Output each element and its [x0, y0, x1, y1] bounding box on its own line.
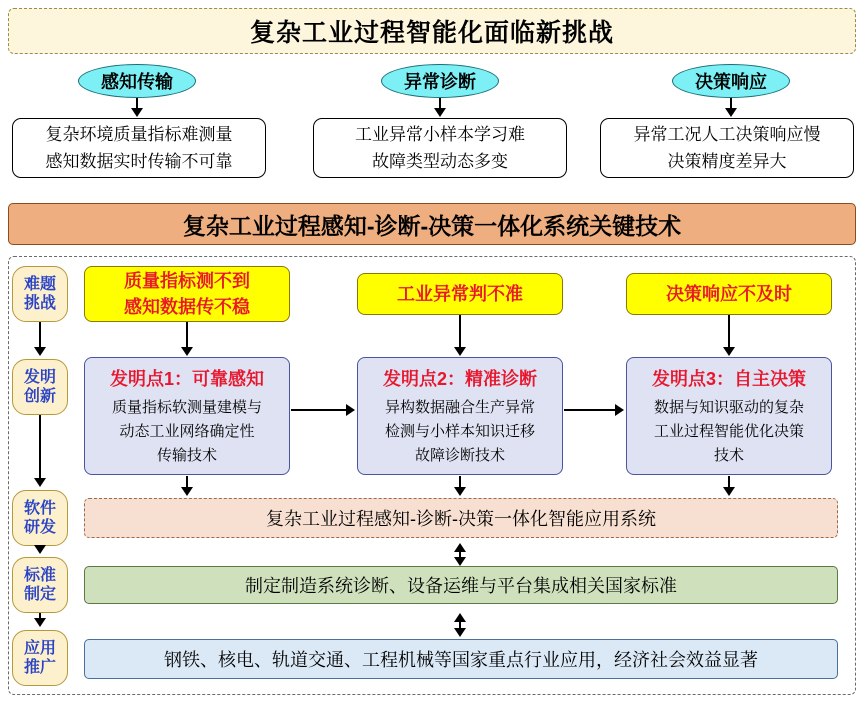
invention-title: 发明点1：可靠感知 — [109, 368, 264, 389]
stage-label-line: 标准 — [23, 567, 56, 584]
problem-box-3 — [626, 273, 832, 315]
challenge-line: 决策精度差异大 — [667, 152, 787, 171]
stage-pill-standard — [12, 557, 68, 613]
invention-line: 检测与小样本知识迁移 — [384, 422, 535, 440]
connector-arrow — [723, 487, 735, 496]
invention-line: 异构数据融合生产异常 — [384, 398, 535, 416]
key-technology-band: 复杂工业过程感知-诊断-决策一体化系统关键技术 — [8, 203, 856, 245]
stage-label-line: 制定 — [23, 586, 56, 603]
connector-arrow — [723, 347, 735, 356]
connector-arrow — [615, 404, 624, 416]
invention-box-2 — [357, 357, 563, 475]
stage-connector-arrow — [34, 347, 46, 356]
invention-body — [112, 396, 262, 468]
connector-arrow — [725, 108, 737, 117]
problem-line: 工业异常判不准 — [397, 284, 523, 304]
challenge-line: 复杂环境质量指标难测量 — [45, 125, 233, 144]
stage-label-line: 挑战 — [23, 295, 56, 312]
invention-title: 发明点3：自主决策 — [651, 368, 806, 389]
challenge-line: 故障类型动态多变 — [372, 152, 508, 171]
connector-arrow — [434, 108, 446, 117]
page-title: 复杂工业过程智能化面临新挑战 — [8, 8, 856, 54]
challenge-line: 工业异常小样本学习难 — [355, 125, 525, 144]
challenge-tag-diagnosis: 异常诊断 — [381, 64, 499, 98]
stage-label-line: 难题 — [23, 276, 56, 293]
challenge-line: 异常工况人工决策响应慢 — [633, 125, 821, 144]
stage-pill-challenge — [12, 266, 68, 322]
application-system-row: 复杂工业过程感知-诊断-决策一体化智能应用系统 — [84, 498, 838, 538]
stage-label-line: 发明 — [23, 369, 56, 386]
invention-body — [654, 396, 804, 468]
stage-label-line: 推广 — [23, 659, 56, 676]
invention-line: 传输技术 — [156, 446, 217, 464]
connector-arrow — [454, 347, 466, 356]
connector-arrow — [454, 628, 466, 637]
invention-box-3 — [626, 357, 832, 475]
challenge-box-perception — [12, 118, 266, 178]
invention-line: 动态工业网络确定性 — [119, 422, 255, 440]
invention-line: 质量指标软测量建模与 — [111, 398, 262, 416]
stage-label-line: 创新 — [23, 388, 56, 405]
problem-line: 决策响应不及时 — [666, 284, 792, 304]
connector-line — [728, 315, 730, 348]
stage-label-line: 应用 — [23, 640, 56, 657]
invention-line: 故障诊断技术 — [414, 446, 505, 464]
problem-line: 质量指标测不到 — [124, 271, 250, 291]
invention-line: 技术 — [713, 446, 744, 464]
challenge-box-decision — [600, 118, 854, 178]
connector-arrow — [346, 404, 355, 416]
stage-pill-software — [12, 490, 68, 546]
invention-box-1 — [84, 357, 290, 475]
connector-arrow — [181, 487, 193, 496]
problem-box-1 — [84, 266, 290, 322]
standard-row: 制定制造系统诊断、设备运维与平台集成相关国家标准 — [84, 566, 838, 604]
connector-line — [564, 409, 616, 411]
stage-label-line: 研发 — [23, 519, 56, 536]
connector-arrow — [454, 557, 466, 566]
problem-box-2 — [357, 273, 563, 315]
connector-line — [291, 409, 347, 411]
stage-pill-invention — [12, 359, 68, 415]
invention-line: 工业过程智能优化决策 — [653, 422, 804, 440]
stage-pill-promotion — [12, 630, 68, 686]
stage-connector-arrow — [34, 618, 46, 627]
stage-connector-line — [39, 415, 41, 479]
invention-body — [385, 396, 535, 468]
connector-arrow — [131, 108, 143, 117]
connector-arrow — [181, 347, 193, 356]
connector-line — [186, 322, 188, 348]
connector-line — [459, 315, 461, 348]
stage-connector-arrow — [34, 545, 46, 554]
stage-connector-arrow — [34, 478, 46, 487]
stage-connector-line — [39, 322, 41, 348]
stage-label-line: 软件 — [23, 500, 56, 517]
challenge-box-diagnosis — [313, 118, 567, 178]
challenge-tag-perception: 感知传输 — [78, 64, 196, 98]
invention-line: 数据与知识驱动的复杂 — [653, 398, 804, 416]
challenge-tag-decision: 决策响应 — [672, 64, 790, 98]
problem-line: 感知数据传不稳 — [124, 297, 250, 317]
challenge-line: 感知数据实时传输不可靠 — [45, 152, 233, 171]
connector-arrow — [454, 487, 466, 496]
promotion-row: 钢铁、核电、轨道交通、工程机械等国家重点行业应用，经济社会效益显著 — [84, 639, 838, 679]
invention-title: 发明点2：精准诊断 — [382, 368, 537, 389]
